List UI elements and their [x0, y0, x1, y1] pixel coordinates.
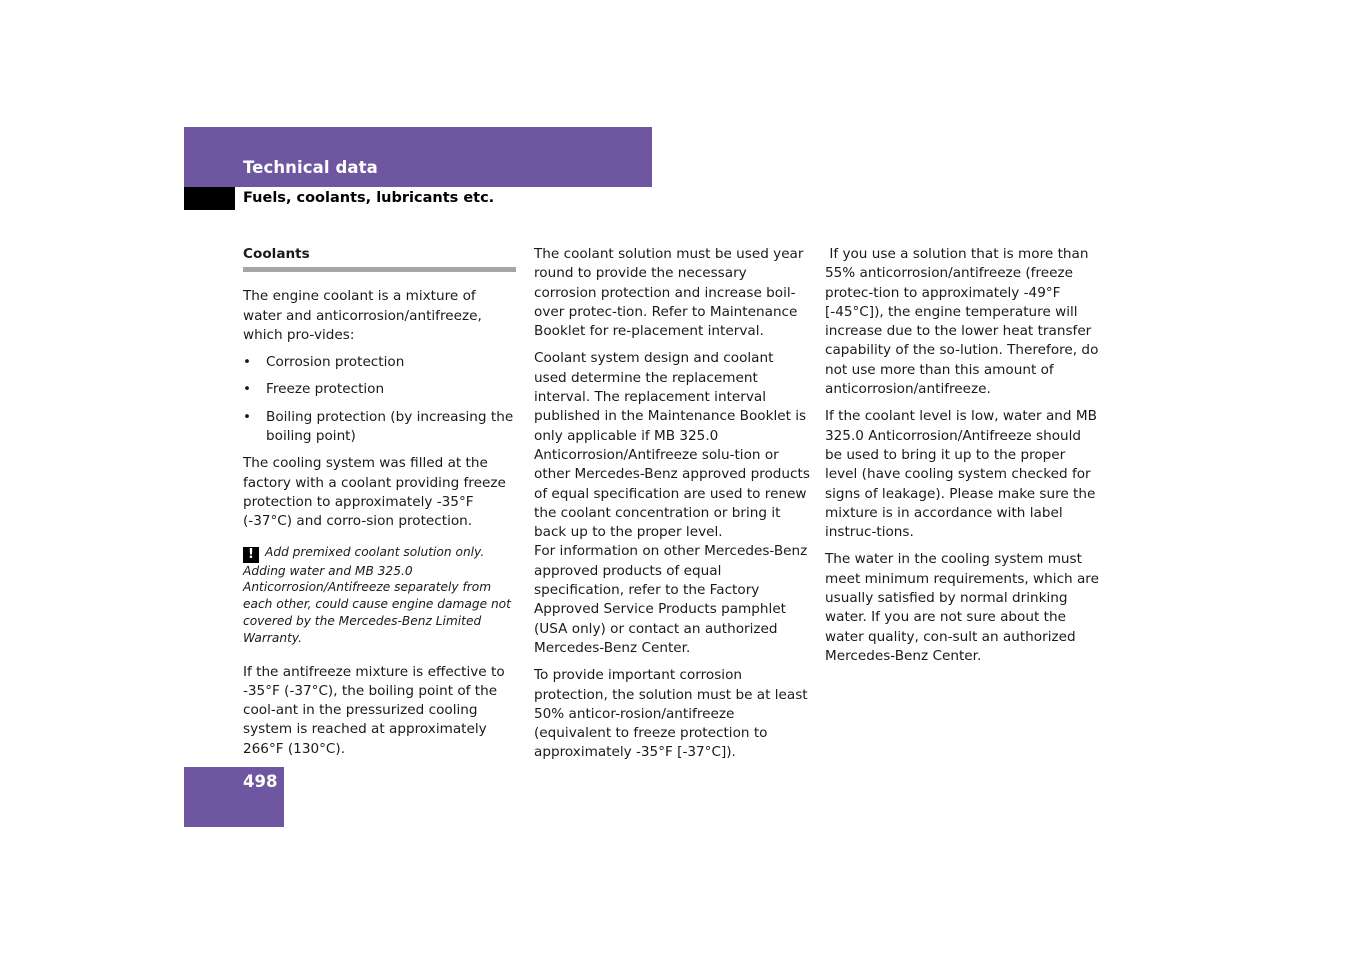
list-item-text: Boiling protection (by increasing the boiling point) [266, 408, 514, 445]
warning-text: Add premixed coolant solution only. Adding water and MB 325.0 Anticorrosion/Antifreeze separately from each other, could cause engine damage not covered by the Mercedes-Benz Limited Warranty. [243, 544, 511, 645]
list-item-text: Corrosion protection [266, 354, 405, 371]
list-item [243, 408, 518, 447]
list-item [243, 353, 518, 372]
bullet-icon: • [243, 381, 252, 398]
concentration-limit-paragraph: If you use a solution that is more than 55% anticorrosion/antifreeze (freeze protec-tion to approximately -49°F [-45°C]), the engine temperature will increase due to the lower heat transfer capability of the so-lution. Therefore, do not use more than this amount of anticorrosion/antifreeze. [825, 246, 1103, 398]
section-title: Technical data [243, 158, 378, 177]
bullet-icon: • [243, 408, 252, 425]
list-item-text: Freeze protection [266, 381, 385, 398]
column-2 [534, 245, 810, 771]
factory-fill-paragraph: The cooling system was filled at the factory with a coolant providing freeze protection to approximately -35°F (-37°C) and corro-sion protection. [243, 455, 506, 530]
column-1 [243, 245, 518, 767]
corrosion-protection-paragraph: To provide important corrosion protection, the solution must be at least 50% anticor-rosion/antifreeze (equivalent to freeze protection to approximately -35°F [-37°C]). [534, 667, 808, 761]
header-tab-marker [184, 187, 235, 210]
coolant-benefits-list [243, 353, 518, 446]
year-round-paragraph: The coolant solution must be used year round to provide the necessary corrosion protection and increase boil-over protec-tion. Refer to Maintenance Booklet for re-placement interval. [534, 246, 804, 340]
low-level-paragraph: If the coolant level is low, water and MB 325.0 Anticorrosion/Antifreeze should be used to bring it up to the proper level (have cooling system checked for signs of leakage). Please make sure the mixture is in accordance with label instruc-tions. [825, 408, 1097, 541]
page-subtitle: Fuels, coolants, lubricants etc. [243, 190, 495, 206]
approved-products-paragraph: For information on other Mercedes-Benz approved products of equal specification, refer to the Factory Approved Service Products pamphlet (USA only) or contact an authorized Mercedes-Benz Center. [534, 543, 808, 656]
coolant-intro: The engine coolant is a mixture of water and anticorrosion/antifreeze, which pro-vides: [243, 288, 482, 343]
warning-note [243, 544, 518, 647]
boiling-point-paragraph: If the antifreeze mixture is effective to -35°F (-37°C), the boiling point of the cool-ant in the pressurized cooling system is reached at approximately 266°F (130°C). [243, 663, 505, 757]
bullet-icon: • [243, 354, 252, 371]
list-item [243, 380, 518, 399]
replacement-interval-paragraph: Coolant system design and coolant used determine the replacement interval. The replacement interval published in the Maintenance Booklet is only applicable if MB 325.0 Anticorrosion/Antifreeze solu-tion or other Mercedes-Benz approved products of equal specification are used to renew the coolant concentration or bring it back up to the proper level. [534, 350, 810, 541]
column-3 [825, 245, 1101, 674]
warning-icon: ! [243, 547, 259, 563]
coolants-heading: Coolants [243, 246, 310, 262]
heading-rule [243, 267, 516, 272]
page-number: 498 [243, 772, 278, 791]
water-quality-paragraph: The water in the cooling system must meet minimum requirements, which are usually satisfied by normal drinking water. If you are not sure about the water quality, con-sult an authorized Mercedes-Benz Center. [825, 551, 1099, 664]
header-band [184, 127, 652, 187]
